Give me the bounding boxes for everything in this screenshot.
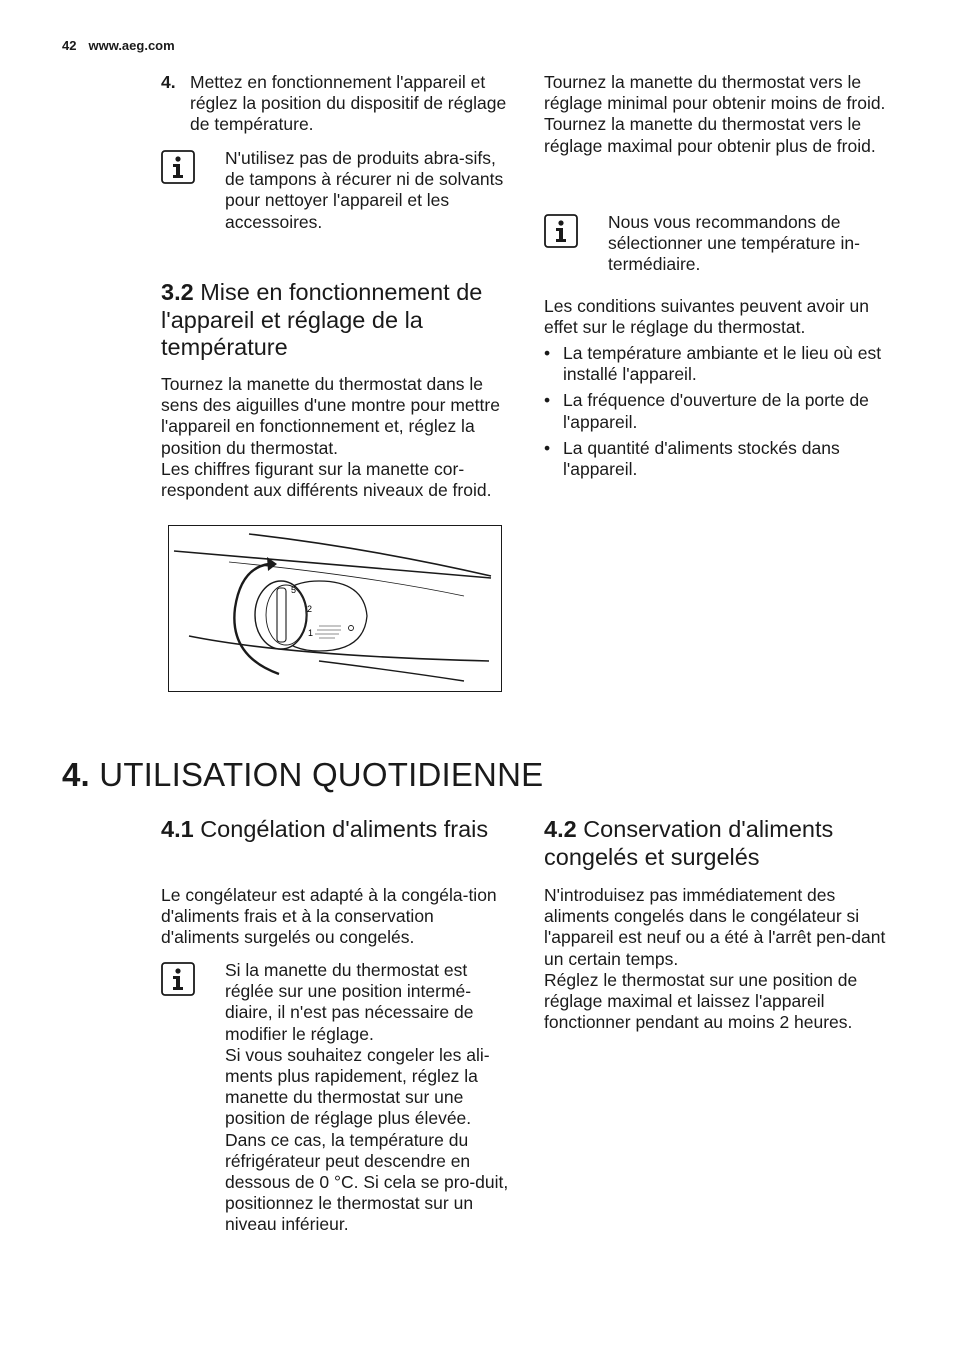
section-title: Congélation d'aliments frais (200, 816, 489, 842)
info-icon (161, 962, 195, 996)
paragraph: Tournez la manette du thermostat vers le réglage maximal pour obtenir plus de froid. (544, 114, 876, 156)
note-text: N'utilisez pas de produits abra-sifs, de tampons à récurer ni de solvants pour nettoyer l'appareil et les accessoires. (225, 148, 504, 232)
note-text: Nous vous recommandons de sélectionner une température in-termédiaire. (608, 212, 860, 275)
panel-top-line (249, 534, 491, 576)
knob-grip (277, 588, 286, 642)
paragraph: Réglez le thermostat sur une position de réglage maximal et laissez l'appareil fonctionner pendant au moins 2 heures. (544, 969, 858, 1033)
chapter-title: UTILISATION QUOTIDIENNE (99, 756, 544, 793)
page-header (62, 38, 175, 53)
paragraph: Tournez la manette du thermostat vers le réglage minimal pour obtenir moins de froid. (544, 72, 886, 114)
section-number: 3.2 (161, 279, 194, 305)
section-title: Mise en fonctionnement de l'appareil et réglage de la température (161, 279, 483, 360)
conditions-list (544, 343, 894, 485)
chapter-4-heading (62, 756, 543, 794)
panel-lower-line (319, 661, 464, 681)
dial-mark-2: 2 (307, 604, 313, 614)
info-note-freezing (161, 960, 516, 1236)
step-4 (161, 72, 511, 136)
list-item: • La fréquence d'ouverture de la porte de l'appareil. (544, 390, 894, 432)
info-icon (544, 214, 578, 248)
paragraph: Les chiffres figurant sur la manette cor-respondent aux différents niveaux de froid. (161, 458, 492, 501)
chapter-number: 4. (62, 756, 90, 793)
step-text: Mettez en fonctionnement l'appareil et réglez la position du dispositif de réglage de température. (190, 72, 507, 135)
section-4-2-body (544, 885, 894, 1033)
paragraph: Tournez la manette du thermostat dans le sens des aiguilles d'une montre pour mettre l'appareil en fonctionnement et, réglez la position du thermostat. (161, 374, 500, 458)
note-text (225, 960, 516, 1236)
paragraph: Si vous souhaitez congeler les ali-ments plus rapidement, réglez la manette du thermostat sur une position de réglage plus élevée. Dans ce cas, la température du réfrigérateur peut descendre en dessous de 0 °C. Si cela se pro-duit, positionnez le thermostat sur un niveau inférieur. (225, 1044, 509, 1235)
site-url[interactable]: www.aeg.com (88, 38, 175, 53)
info-note-recommend (544, 212, 894, 276)
info-note-cleaning (161, 148, 506, 233)
dial-mark-5: 5 (291, 585, 297, 595)
section-title: Conservation d'aliments congelés et surgelés (544, 816, 834, 870)
thermostat-illustration (169, 526, 501, 691)
thermostat-adjust-text (544, 72, 894, 157)
list-item: • La quantité d'aliments stockés dans l'appareil. (544, 438, 894, 480)
section-4-1-heading (161, 816, 506, 844)
paragraph: N'introduisez pas immédiatement des aliments congelés dans le congélateur si l'appareil est neuf ou a été à l'arrêt pen-dant un certain temps. (544, 885, 886, 969)
section-3-2-body (161, 374, 506, 501)
list-item: • La température ambiante et le lieu où est installé l'appareil. (544, 343, 894, 385)
section-number: 4.2 (544, 816, 577, 842)
dial-mark-1: 1 (308, 628, 314, 638)
section-number: 4.1 (161, 816, 194, 842)
conditions-intro: Les conditions suivantes peuvent avoir un effet sur le réglage du thermostat. (544, 296, 869, 338)
section-4-2-heading (544, 816, 894, 871)
info-icon (161, 150, 195, 184)
page-number: 42 (62, 38, 77, 53)
section-3-2-heading (161, 279, 506, 362)
section-4-1-para: Le congélateur est adapté à la congéla-tion d'aliments frais et à la conservation d'aliments surgelés ou congelés. (161, 885, 497, 948)
paragraph: Si la manette du thermostat est réglée sur une position intermé-diaire, il n'est pas nécessaire de modifier le réglage. (225, 960, 474, 1044)
thermostat-figure (168, 525, 502, 692)
step-number: 4. (161, 72, 176, 92)
